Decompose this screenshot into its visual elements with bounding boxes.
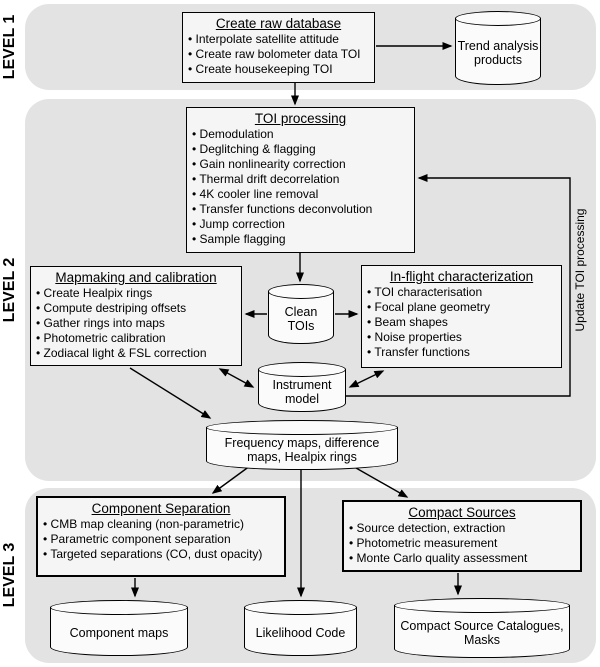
- list-item: • Gather rings into maps: [36, 316, 236, 331]
- list-item: • Photometric calibration: [36, 331, 236, 346]
- compact-sources-box: [342, 500, 582, 572]
- list-item: • Zodiacal light & FSL correction: [36, 346, 236, 361]
- list-item: • Photometric measurement: [349, 536, 575, 551]
- clean-tois-cylinder: [268, 284, 334, 344]
- list-item: • Thermal drift decorrelation: [192, 172, 409, 187]
- mapmaking-calibration-box: [30, 266, 242, 366]
- mapmaking-list: [36, 286, 236, 361]
- list-item: • Focal plane geometry: [367, 300, 556, 315]
- level1-label: LEVEL 1: [1, 14, 18, 80]
- component-maps-cylinder: [50, 600, 188, 656]
- level3-label: LEVEL 3: [1, 542, 18, 608]
- list-item: • Transfer functions deconvolution: [192, 202, 409, 217]
- create-raw-database-list: [188, 32, 369, 77]
- frequency-maps-cylinder: [206, 420, 398, 470]
- component-separation-box: [36, 496, 286, 577]
- trend-analysis-label: Trend analysis products: [457, 39, 539, 67]
- instrument-model-cylinder: [258, 362, 346, 412]
- toi-processing-box: [186, 107, 415, 253]
- arrow-inflight-instrument: [350, 371, 383, 387]
- list-item: • Beam shapes: [367, 315, 556, 330]
- component-maps-label: Component maps: [69, 626, 169, 640]
- compact-sources-title: Compact Sources: [408, 505, 516, 520]
- arrow-mapmaking-instrument: [220, 369, 253, 387]
- likelihood-code-cylinder: [244, 600, 357, 656]
- list-item: • Sample flagging: [192, 232, 409, 247]
- list-item: • Gain nonlinearity correction: [192, 157, 409, 172]
- likelihood-code-label: Likelihood Code: [255, 626, 346, 640]
- list-item: • Targeted separations (CO, dust opacity): [43, 547, 279, 562]
- list-item: • Create housekeeping TOI: [188, 62, 369, 77]
- list-item: • Create raw bolometer data TOI: [188, 47, 369, 62]
- create-raw-database-box: [182, 12, 375, 83]
- toi-processing-list: [192, 127, 409, 247]
- list-item: • Demodulation: [192, 127, 409, 142]
- clean-tois-label: Clean TOIs: [284, 305, 318, 333]
- list-item: • Deglitching & flagging: [192, 142, 409, 157]
- level2-label: LEVEL 2: [1, 257, 18, 323]
- list-item: • Jump correction: [192, 217, 409, 232]
- list-item: • Interpolate satellite attitude: [188, 32, 369, 47]
- list-item: • Monte Carlo quality assessment: [349, 551, 575, 566]
- inflight-list: [367, 285, 556, 360]
- compact-catalogues-cylinder: [394, 598, 570, 658]
- arrow-mapmaking-to-freqmaps: [130, 368, 210, 418]
- toi-processing-title: TOI processing: [254, 111, 347, 126]
- list-item: • Compute destriping offsets: [36, 301, 236, 316]
- component-separation-list: [43, 517, 279, 562]
- list-item: • Source detection, extraction: [349, 521, 575, 536]
- compact-catalogues-label: Compact Source Catalogues, Masks: [400, 619, 564, 647]
- create-raw-database-title: Create raw database: [215, 16, 342, 31]
- list-item: • CMB map cleaning (non-parametric): [43, 517, 279, 532]
- mapmaking-title: Mapmaking and calibration: [55, 270, 217, 285]
- inflight-title: In-flight characterization: [389, 269, 534, 284]
- list-item: • TOI characterisation: [367, 285, 556, 300]
- trend-analysis-cylinder: [455, 11, 541, 85]
- inflight-characterization-box: [361, 265, 562, 368]
- list-item: • Transfer functions: [367, 345, 556, 360]
- component-separation-title: Component Separation: [91, 501, 231, 516]
- update-toi-processing-label: Update TOI processing: [573, 208, 587, 332]
- list-item: • Parametric component separation: [43, 532, 279, 547]
- instrument-model-label: Instrument model: [272, 378, 332, 406]
- list-item: • Create Healpix rings: [36, 286, 236, 301]
- list-item: • Noise properties: [367, 330, 556, 345]
- frequency-maps-label: Frequency maps, difference maps, Healpix rings: [224, 436, 380, 464]
- compact-sources-list: [349, 521, 575, 566]
- list-item: • 4K cooler line removal: [192, 187, 409, 202]
